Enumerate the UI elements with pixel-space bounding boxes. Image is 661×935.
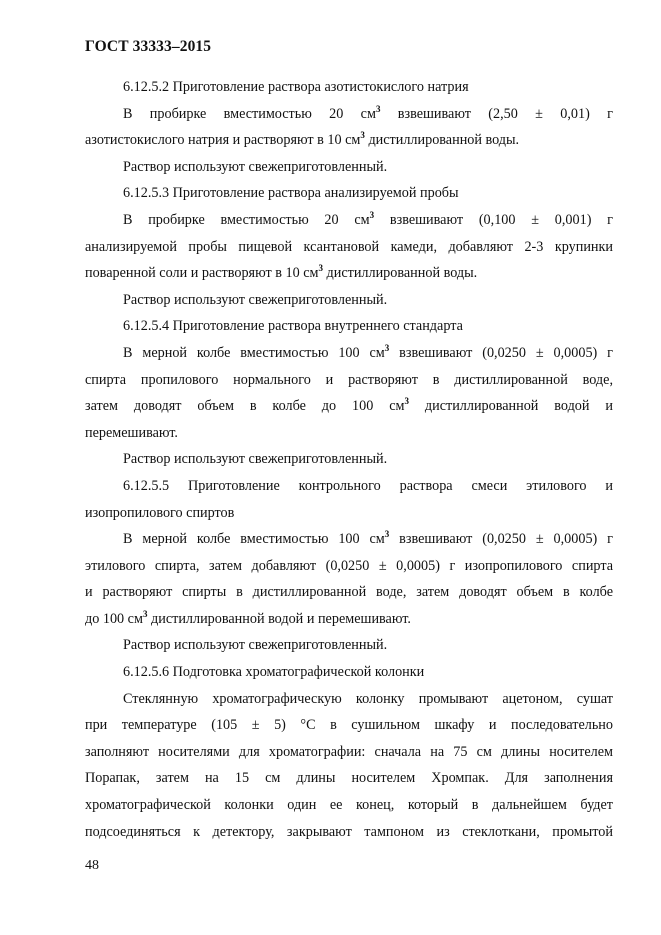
section-heading: 6.12.5.2 Приготовление раствора азотистокислого натрия: [123, 79, 469, 95]
section-heading: 6.12.5.3 Приготовление раствора анализируемой пробы: [123, 185, 459, 202]
paragraph-line: при температуре (105 ± 5) °С в сушильном шкафу и последовательно: [85, 717, 613, 734]
document-body: [85, 74, 613, 845]
note-line: Раствор используют свежеприготовленный.: [123, 451, 388, 468]
note-line: Раствор используют свежеприготовленный.: [123, 158, 388, 175]
page-number: 48: [85, 858, 99, 873]
paragraph-line: В пробирке вместимостью 20 $см^3$ взвешивают (0,100 ± 0,001) г: [123, 209, 613, 228]
paragraph-line: этилового спирта, затем добавляют (0,0250 ± 0,0005) г изопропилового спирта: [85, 557, 613, 574]
paragraph-line: перемешивают.: [85, 424, 178, 441]
section-heading-cont: изопропилового спиртов: [85, 504, 235, 521]
paragraph-line: Стеклянную хроматографическую колонку промывают ацетоном, сушат: [123, 690, 613, 707]
paragraph-line: поваренной соли и растворяют в 10 $см^3$ дистиллированной воды.: [85, 263, 478, 282]
paragraph-line: анализируемой пробы пищевой ксантановой камеди, добавляют 2-3 крупинки: [85, 238, 613, 255]
section-heading: 6.12.5.4 Приготовление раствора внутреннего стандарта: [123, 318, 463, 335]
paragraph-line: В мерной колбе вместимостью 100 $см^3$ взвешивают (0,0250 ± 0,0005) г: [123, 529, 613, 548]
section-heading: 6.12.5.5 Приготовление контрольного раствора смеси этилового и: [123, 477, 613, 494]
paragraph-line: хроматографической колонки один ее конец, который в дальнейшем будет: [85, 797, 613, 814]
paragraph-line: подсоединяться к детектору, закрывают тампоном из стеклоткани, промытой: [85, 823, 613, 840]
paragraph-line: В мерной колбе вместимостью 100 $см^3$ взвешивают (0,0250 ± 0,0005) г: [123, 342, 613, 361]
paragraph-line: до 100 $см^3$ дистиллированной водой и перемешивают.: [85, 608, 411, 627]
document-header: ГОСТ 33333–2015: [85, 38, 212, 55]
paragraph-line: В пробирке вместимостью 20 $см^3$ взвешивают (2,50 ± 0,01) г: [123, 103, 613, 122]
paragraph-line: азотистокислого натрия и растворяют в 10 $см^3$ дистиллированной воды.: [85, 130, 520, 149]
paragraph-line: Порапак, затем на 15 см длины носителем Хромпак. Для заполнения: [85, 770, 613, 787]
paragraph-line: и растворяют спирты в дистиллированной воде, затем доводят объем в колбе: [85, 584, 613, 601]
section-heading: 6.12.5.6 Подготовка хроматографической колонки: [123, 664, 425, 681]
note-line: Раствор используют свежеприготовленный.: [123, 291, 388, 308]
paragraph-line: заполняют носителями для хроматографии: сначала на 75 см длины носителем: [85, 743, 613, 760]
paragraph-line: спирта пропилового нормального и растворяют в дистиллированной воде,: [85, 371, 613, 388]
note-line: Раствор используют свежеприготовленный.: [123, 637, 388, 654]
paragraph-line: затем доводят объем в колбе до 100 $см^3$ дистиллированной водой и: [85, 396, 613, 415]
